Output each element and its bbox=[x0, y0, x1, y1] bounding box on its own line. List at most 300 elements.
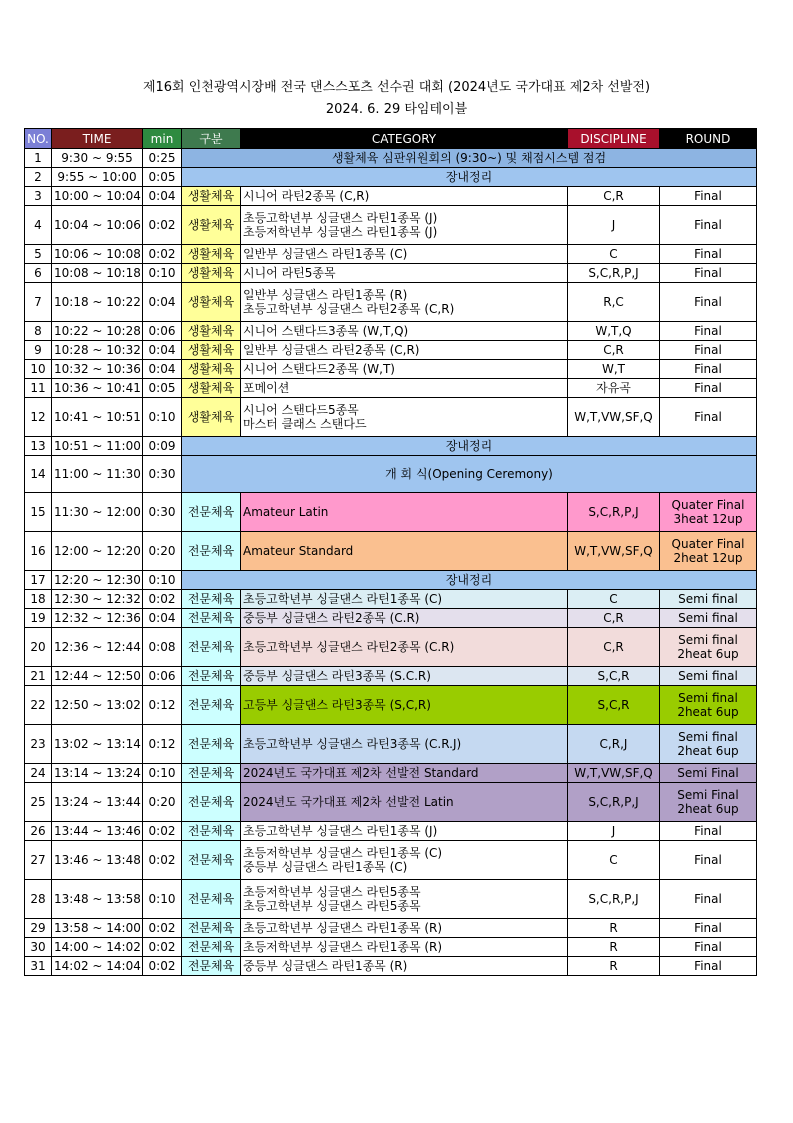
row-category bbox=[241, 245, 568, 264]
row-category bbox=[241, 206, 568, 245]
table-row bbox=[25, 609, 757, 628]
round-line: Quater Final bbox=[671, 498, 745, 512]
row-number: 5 bbox=[25, 245, 52, 264]
row-round bbox=[660, 938, 757, 957]
row-number: 20 bbox=[25, 628, 52, 667]
col-header-category: CATEGORY bbox=[241, 129, 568, 149]
round-line: Final bbox=[694, 410, 722, 424]
row-duration: 0:12 bbox=[143, 686, 182, 725]
row-category bbox=[241, 264, 568, 283]
category-line: 시니어 라틴2종목 (C,R) bbox=[243, 189, 370, 203]
row-discipline: S,C,R,P,J bbox=[568, 783, 660, 822]
row-category bbox=[241, 686, 568, 725]
row-duration: 0:30 bbox=[143, 456, 182, 493]
row-round bbox=[660, 628, 757, 667]
row-discipline: C,R bbox=[568, 341, 660, 360]
row-time: 13:48 ~ 13:58 bbox=[52, 880, 143, 919]
row-duration: 0:04 bbox=[143, 609, 182, 628]
row-discipline: W,T,Q bbox=[568, 322, 660, 341]
table-row bbox=[25, 206, 757, 245]
row-category bbox=[241, 532, 568, 571]
round-line: 2heat 6up bbox=[677, 744, 739, 758]
row-duration: 0:02 bbox=[143, 822, 182, 841]
row-time: 10:18 ~ 10:22 bbox=[52, 283, 143, 322]
row-number: 12 bbox=[25, 398, 52, 437]
row-gubun: 전문체육 bbox=[182, 938, 241, 957]
row-time: 13:14 ~ 13:24 bbox=[52, 764, 143, 783]
row-category bbox=[241, 938, 568, 957]
table-row bbox=[25, 168, 757, 187]
row-time: 13:58 ~ 14:00 bbox=[52, 919, 143, 938]
row-round bbox=[660, 206, 757, 245]
row-duration: 0:04 bbox=[143, 187, 182, 206]
row-number: 6 bbox=[25, 264, 52, 283]
table-row bbox=[25, 764, 757, 783]
row-number: 31 bbox=[25, 957, 52, 976]
row-time: 10:32 ~ 10:36 bbox=[52, 360, 143, 379]
table-row bbox=[25, 880, 757, 919]
row-discipline: W,T,VW,SF,Q bbox=[568, 764, 660, 783]
row-gubun: 전문체육 bbox=[182, 764, 241, 783]
row-event: 장내정리 bbox=[182, 437, 757, 456]
row-time: 10:06 ~ 10:08 bbox=[52, 245, 143, 264]
row-round bbox=[660, 880, 757, 919]
row-time: 12:32 ~ 12:36 bbox=[52, 609, 143, 628]
round-line: 2heat 12up bbox=[673, 551, 743, 565]
category-line: 2024년도 국가대표 제2차 선발전 Latin bbox=[243, 795, 454, 809]
round-line: Final bbox=[694, 266, 722, 280]
table-row bbox=[25, 783, 757, 822]
category-line: 일반부 싱글댄스 라틴2종목 (C,R) bbox=[243, 343, 420, 357]
row-discipline: C bbox=[568, 590, 660, 609]
row-number: 29 bbox=[25, 919, 52, 938]
row-round bbox=[660, 841, 757, 880]
round-line: Final bbox=[694, 189, 722, 203]
category-line: 초등고학년부 싱글댄스 라틴1종목 (J) bbox=[243, 824, 438, 838]
row-round bbox=[660, 493, 757, 532]
row-gubun: 전문체육 bbox=[182, 783, 241, 822]
row-time: 11:30 ~ 12:00 bbox=[52, 493, 143, 532]
timetable bbox=[24, 128, 757, 976]
table-row bbox=[25, 590, 757, 609]
row-time: 10:36 ~ 10:41 bbox=[52, 379, 143, 398]
category-line: 중등부 싱글댄스 라틴1종목 (C) bbox=[243, 860, 408, 874]
row-number: 2 bbox=[25, 168, 52, 187]
category-line: 초등고학년부 싱글댄스 라틴5종목 bbox=[243, 899, 421, 913]
table-row bbox=[25, 957, 757, 976]
row-number: 17 bbox=[25, 571, 52, 590]
round-line: Semi final bbox=[678, 669, 738, 683]
category-line: 초등고학년부 싱글댄스 라틴1종목 (C) bbox=[243, 592, 443, 606]
row-duration: 0:06 bbox=[143, 322, 182, 341]
category-line: 2024년도 국가대표 제2차 선발전 Standard bbox=[243, 766, 479, 780]
row-duration: 0:05 bbox=[143, 168, 182, 187]
round-line: Semi final bbox=[678, 633, 738, 647]
row-gubun: 생활체육 bbox=[182, 283, 241, 322]
row-duration: 0:10 bbox=[143, 764, 182, 783]
category-line: 고등부 싱글댄스 라틴3종목 (S,C,R) bbox=[243, 698, 431, 712]
row-number: 22 bbox=[25, 686, 52, 725]
row-gubun: 전문체육 bbox=[182, 919, 241, 938]
row-discipline: C,R bbox=[568, 609, 660, 628]
row-discipline: R bbox=[568, 919, 660, 938]
row-gubun: 전문체육 bbox=[182, 667, 241, 686]
round-line: Final bbox=[694, 362, 722, 376]
round-line: Final bbox=[694, 381, 722, 395]
round-line: Final bbox=[694, 324, 722, 338]
row-time: 14:00 ~ 14:02 bbox=[52, 938, 143, 957]
row-discipline: S,C,R,P,J bbox=[568, 493, 660, 532]
row-category bbox=[241, 609, 568, 628]
row-gubun: 전문체육 bbox=[182, 841, 241, 880]
row-event: 장내정리 bbox=[182, 571, 757, 590]
row-duration: 0:10 bbox=[143, 880, 182, 919]
row-duration: 0:04 bbox=[143, 341, 182, 360]
row-number: 18 bbox=[25, 590, 52, 609]
row-category bbox=[241, 628, 568, 667]
row-time: 10:00 ~ 10:04 bbox=[52, 187, 143, 206]
row-duration: 0:05 bbox=[143, 379, 182, 398]
table-row bbox=[25, 245, 757, 264]
row-duration: 0:12 bbox=[143, 725, 182, 764]
category-line: 시니어 스탠다드3종목 (W,T,Q) bbox=[243, 324, 409, 338]
row-round bbox=[660, 609, 757, 628]
row-round bbox=[660, 379, 757, 398]
row-number: 19 bbox=[25, 609, 52, 628]
row-number: 16 bbox=[25, 532, 52, 571]
row-time: 14:02 ~ 14:04 bbox=[52, 957, 143, 976]
row-event: 개 회 식(Opening Ceremony) bbox=[182, 456, 757, 493]
round-line: Quater Final bbox=[671, 537, 745, 551]
row-time: 13:24 ~ 13:44 bbox=[52, 783, 143, 822]
row-discipline: R,C bbox=[568, 283, 660, 322]
category-line: 초등고학년부 싱글댄스 라틴1종목 (J) bbox=[243, 211, 438, 225]
round-line: 2heat 6up bbox=[677, 705, 739, 719]
row-duration: 0:25 bbox=[143, 149, 182, 168]
round-line: Semi final bbox=[678, 592, 738, 606]
row-number: 1 bbox=[25, 149, 52, 168]
row-duration: 0:20 bbox=[143, 532, 182, 571]
round-line: Final bbox=[694, 892, 722, 906]
row-number: 21 bbox=[25, 667, 52, 686]
row-duration: 0:30 bbox=[143, 493, 182, 532]
table-row bbox=[25, 379, 757, 398]
category-line: 초등고학년부 싱글댄스 라틴3종목 (C.R.J) bbox=[243, 737, 462, 751]
row-number: 28 bbox=[25, 880, 52, 919]
header-row bbox=[25, 129, 757, 149]
table-row bbox=[25, 341, 757, 360]
col-header-round: ROUND bbox=[660, 129, 757, 149]
table-row bbox=[25, 360, 757, 379]
row-time: 10:08 ~ 10:18 bbox=[52, 264, 143, 283]
col-header-no: NO. bbox=[25, 129, 52, 149]
round-line: Final bbox=[694, 295, 722, 309]
table-row bbox=[25, 187, 757, 206]
row-category bbox=[241, 341, 568, 360]
row-category bbox=[241, 880, 568, 919]
row-discipline: S,C,R bbox=[568, 686, 660, 725]
row-duration: 0:02 bbox=[143, 919, 182, 938]
row-number: 7 bbox=[25, 283, 52, 322]
row-round bbox=[660, 398, 757, 437]
row-category bbox=[241, 822, 568, 841]
row-time: 10:28 ~ 10:32 bbox=[52, 341, 143, 360]
row-duration: 0:04 bbox=[143, 283, 182, 322]
row-gubun: 전문체육 bbox=[182, 822, 241, 841]
row-discipline: R bbox=[568, 957, 660, 976]
round-line: 2heat 6up bbox=[677, 647, 739, 661]
row-time: 9:55 ~ 10:00 bbox=[52, 168, 143, 187]
category-line: 마스터 클래스 스탠다드 bbox=[243, 417, 367, 431]
category-line: 초등저학년부 싱글댄스 라틴5종목 bbox=[243, 885, 421, 899]
category-line: 시니어 스탠다드2종목 (W,T) bbox=[243, 362, 395, 376]
document-subtitle: 2024. 6. 29 타임테이블 bbox=[325, 102, 468, 117]
table-row bbox=[25, 532, 757, 571]
row-discipline: S,C,R,P,J bbox=[568, 880, 660, 919]
table-row bbox=[25, 264, 757, 283]
row-gubun: 전문체육 bbox=[182, 725, 241, 764]
category-line: Amateur Standard bbox=[243, 544, 354, 558]
round-line: Final bbox=[694, 940, 722, 954]
col-header-time: TIME bbox=[52, 129, 143, 149]
row-gubun: 생활체육 bbox=[182, 264, 241, 283]
row-duration: 0:06 bbox=[143, 667, 182, 686]
category-line: 시니어 라틴5종목 bbox=[243, 266, 336, 280]
row-duration: 0:02 bbox=[143, 590, 182, 609]
round-line: 3heat 12up bbox=[673, 512, 743, 526]
category-line: 일반부 싱글댄스 라틴1종목 (R) bbox=[243, 288, 408, 302]
category-line: 포메이션 bbox=[243, 381, 290, 395]
row-discipline: R bbox=[568, 938, 660, 957]
row-number: 30 bbox=[25, 938, 52, 957]
row-discipline: C,R,J bbox=[568, 725, 660, 764]
row-round bbox=[660, 590, 757, 609]
row-gubun: 생활체육 bbox=[182, 187, 241, 206]
row-time: 11:00 ~ 11:30 bbox=[52, 456, 143, 493]
round-line: Final bbox=[694, 853, 722, 867]
row-discipline: W,T bbox=[568, 360, 660, 379]
row-discipline: 자유곡 bbox=[568, 379, 660, 398]
category-line: 초등저학년부 싱글댄스 라틴1종목 (C) bbox=[243, 846, 443, 860]
row-event: 생활체육 심판위원회의 (9:30~) 및 채점시스템 점검 bbox=[182, 149, 757, 168]
row-round bbox=[660, 686, 757, 725]
round-line: Final bbox=[694, 959, 722, 973]
row-category bbox=[241, 379, 568, 398]
table-row bbox=[25, 919, 757, 938]
row-number: 26 bbox=[25, 822, 52, 841]
table-row bbox=[25, 493, 757, 532]
row-number: 9 bbox=[25, 341, 52, 360]
row-gubun: 전문체육 bbox=[182, 590, 241, 609]
table-row bbox=[25, 667, 757, 686]
row-duration: 0:04 bbox=[143, 360, 182, 379]
round-line: Semi final bbox=[678, 691, 738, 705]
row-round bbox=[660, 783, 757, 822]
row-duration: 0:02 bbox=[143, 957, 182, 976]
row-number: 14 bbox=[25, 456, 52, 493]
row-time: 13:02 ~ 13:14 bbox=[52, 725, 143, 764]
row-round bbox=[660, 725, 757, 764]
row-round bbox=[660, 360, 757, 379]
row-discipline: C,R bbox=[568, 628, 660, 667]
table-row bbox=[25, 841, 757, 880]
row-round bbox=[660, 764, 757, 783]
round-line: Semi Final bbox=[677, 788, 739, 802]
row-gubun: 전문체육 bbox=[182, 880, 241, 919]
row-round bbox=[660, 283, 757, 322]
row-time: 12:50 ~ 13:02 bbox=[52, 686, 143, 725]
row-round bbox=[660, 532, 757, 571]
row-category bbox=[241, 725, 568, 764]
row-number: 25 bbox=[25, 783, 52, 822]
col-header-min: min bbox=[143, 129, 182, 149]
row-gubun: 생활체육 bbox=[182, 245, 241, 264]
row-gubun: 전문체육 bbox=[182, 628, 241, 667]
row-gubun: 생활체육 bbox=[182, 206, 241, 245]
row-round bbox=[660, 245, 757, 264]
row-duration: 0:10 bbox=[143, 398, 182, 437]
row-category bbox=[241, 187, 568, 206]
row-time: 13:44 ~ 13:46 bbox=[52, 822, 143, 841]
row-discipline: J bbox=[568, 206, 660, 245]
table-row bbox=[25, 571, 757, 590]
row-number: 24 bbox=[25, 764, 52, 783]
row-round bbox=[660, 667, 757, 686]
category-line: 시니어 스탠다드5종목 bbox=[243, 403, 359, 417]
table-row bbox=[25, 437, 757, 456]
row-discipline: C bbox=[568, 841, 660, 880]
row-discipline: S,C,R bbox=[568, 667, 660, 686]
row-time: 13:46 ~ 13:48 bbox=[52, 841, 143, 880]
row-duration: 0:08 bbox=[143, 628, 182, 667]
row-gubun: 생활체육 bbox=[182, 379, 241, 398]
timetable-body bbox=[25, 149, 757, 976]
row-discipline: S,C,R,P,J bbox=[568, 264, 660, 283]
row-category bbox=[241, 283, 568, 322]
round-line: Final bbox=[694, 921, 722, 935]
row-duration: 0:02 bbox=[143, 841, 182, 880]
row-category bbox=[241, 398, 568, 437]
row-number: 10 bbox=[25, 360, 52, 379]
row-gubun: 전문체육 bbox=[182, 957, 241, 976]
row-round bbox=[660, 919, 757, 938]
table-row bbox=[25, 456, 757, 493]
row-category bbox=[241, 493, 568, 532]
row-duration: 0:02 bbox=[143, 938, 182, 957]
row-discipline: C,R bbox=[568, 187, 660, 206]
category-line: 초등저학년부 싱글댄스 라틴1종목 (J) bbox=[243, 225, 438, 239]
row-discipline: W,T,VW,SF,Q bbox=[568, 532, 660, 571]
category-line: 초등고학년부 싱글댄스 라틴1종목 (R) bbox=[243, 921, 443, 935]
table-row bbox=[25, 938, 757, 957]
row-gubun: 전문체육 bbox=[182, 532, 241, 571]
table-row bbox=[25, 725, 757, 764]
row-gubun: 생활체육 bbox=[182, 341, 241, 360]
round-line: Final bbox=[694, 247, 722, 261]
row-time: 10:41 ~ 10:51 bbox=[52, 398, 143, 437]
row-time: 10:51 ~ 11:00 bbox=[52, 437, 143, 456]
round-line: Final bbox=[694, 824, 722, 838]
row-category bbox=[241, 783, 568, 822]
row-time: 12:30 ~ 12:32 bbox=[52, 590, 143, 609]
row-round bbox=[660, 264, 757, 283]
row-number: 8 bbox=[25, 322, 52, 341]
row-time: 9:30 ~ 9:55 bbox=[52, 149, 143, 168]
row-number: 11 bbox=[25, 379, 52, 398]
table-row bbox=[25, 322, 757, 341]
row-category bbox=[241, 764, 568, 783]
row-category bbox=[241, 919, 568, 938]
table-row bbox=[25, 628, 757, 667]
row-time: 10:04 ~ 10:06 bbox=[52, 206, 143, 245]
row-gubun: 생활체육 bbox=[182, 322, 241, 341]
round-line: 2heat 6up bbox=[677, 802, 739, 816]
table-row bbox=[25, 283, 757, 322]
row-round bbox=[660, 341, 757, 360]
round-line: Semi final bbox=[678, 611, 738, 625]
row-number: 15 bbox=[25, 493, 52, 532]
row-round bbox=[660, 322, 757, 341]
col-header-discipline: DISCIPLINE bbox=[568, 129, 660, 149]
document-title: 제16회 인천광역시장배 전국 댄스스포츠 선수권 대회 (2024년도 국가대표 제2차 선발전) bbox=[142, 80, 651, 95]
row-discipline: W,T,VW,SF,Q bbox=[568, 398, 660, 437]
row-number: 4 bbox=[25, 206, 52, 245]
round-line: Semi final bbox=[678, 730, 738, 744]
row-gubun: 전문체육 bbox=[182, 609, 241, 628]
row-time: 12:36 ~ 12:44 bbox=[52, 628, 143, 667]
row-gubun: 전문체육 bbox=[182, 493, 241, 532]
row-discipline: C bbox=[568, 245, 660, 264]
row-gubun: 생활체육 bbox=[182, 360, 241, 379]
row-duration: 0:02 bbox=[143, 206, 182, 245]
row-number: 3 bbox=[25, 187, 52, 206]
row-category bbox=[241, 957, 568, 976]
category-line: 일반부 싱글댄스 라틴1종목 (C) bbox=[243, 247, 408, 261]
row-category bbox=[241, 360, 568, 379]
category-line: 중등부 싱글댄스 라틴3종목 (S.C.R) bbox=[243, 669, 431, 683]
row-time: 12:44 ~ 12:50 bbox=[52, 667, 143, 686]
row-time: 12:20 ~ 12:30 bbox=[52, 571, 143, 590]
round-line: Final bbox=[694, 218, 722, 232]
row-event: 장내정리 bbox=[182, 168, 757, 187]
round-line: Semi Final bbox=[677, 766, 739, 780]
row-category bbox=[241, 841, 568, 880]
row-category bbox=[241, 667, 568, 686]
row-time: 10:22 ~ 10:28 bbox=[52, 322, 143, 341]
row-gubun: 생활체육 bbox=[182, 398, 241, 437]
row-discipline: J bbox=[568, 822, 660, 841]
row-number: 23 bbox=[25, 725, 52, 764]
row-duration: 0:09 bbox=[143, 437, 182, 456]
row-duration: 0:10 bbox=[143, 264, 182, 283]
table-row bbox=[25, 822, 757, 841]
row-category bbox=[241, 322, 568, 341]
category-line: 중등부 싱글댄스 라틴1종목 (R) bbox=[243, 959, 408, 973]
table-row bbox=[25, 149, 757, 168]
category-line: Amateur Latin bbox=[243, 505, 329, 519]
row-round bbox=[660, 957, 757, 976]
row-duration: 0:10 bbox=[143, 571, 182, 590]
row-gubun: 전문체육 bbox=[182, 686, 241, 725]
row-round bbox=[660, 187, 757, 206]
category-line: 초등고학년부 싱글댄스 라틴2종목 (C,R) bbox=[243, 302, 455, 316]
row-number: 27 bbox=[25, 841, 52, 880]
round-line: Final bbox=[694, 343, 722, 357]
row-round bbox=[660, 822, 757, 841]
row-duration: 0:02 bbox=[143, 245, 182, 264]
row-number: 13 bbox=[25, 437, 52, 456]
category-line: 초등저학년부 싱글댄스 라틴1종목 (R) bbox=[243, 940, 443, 954]
